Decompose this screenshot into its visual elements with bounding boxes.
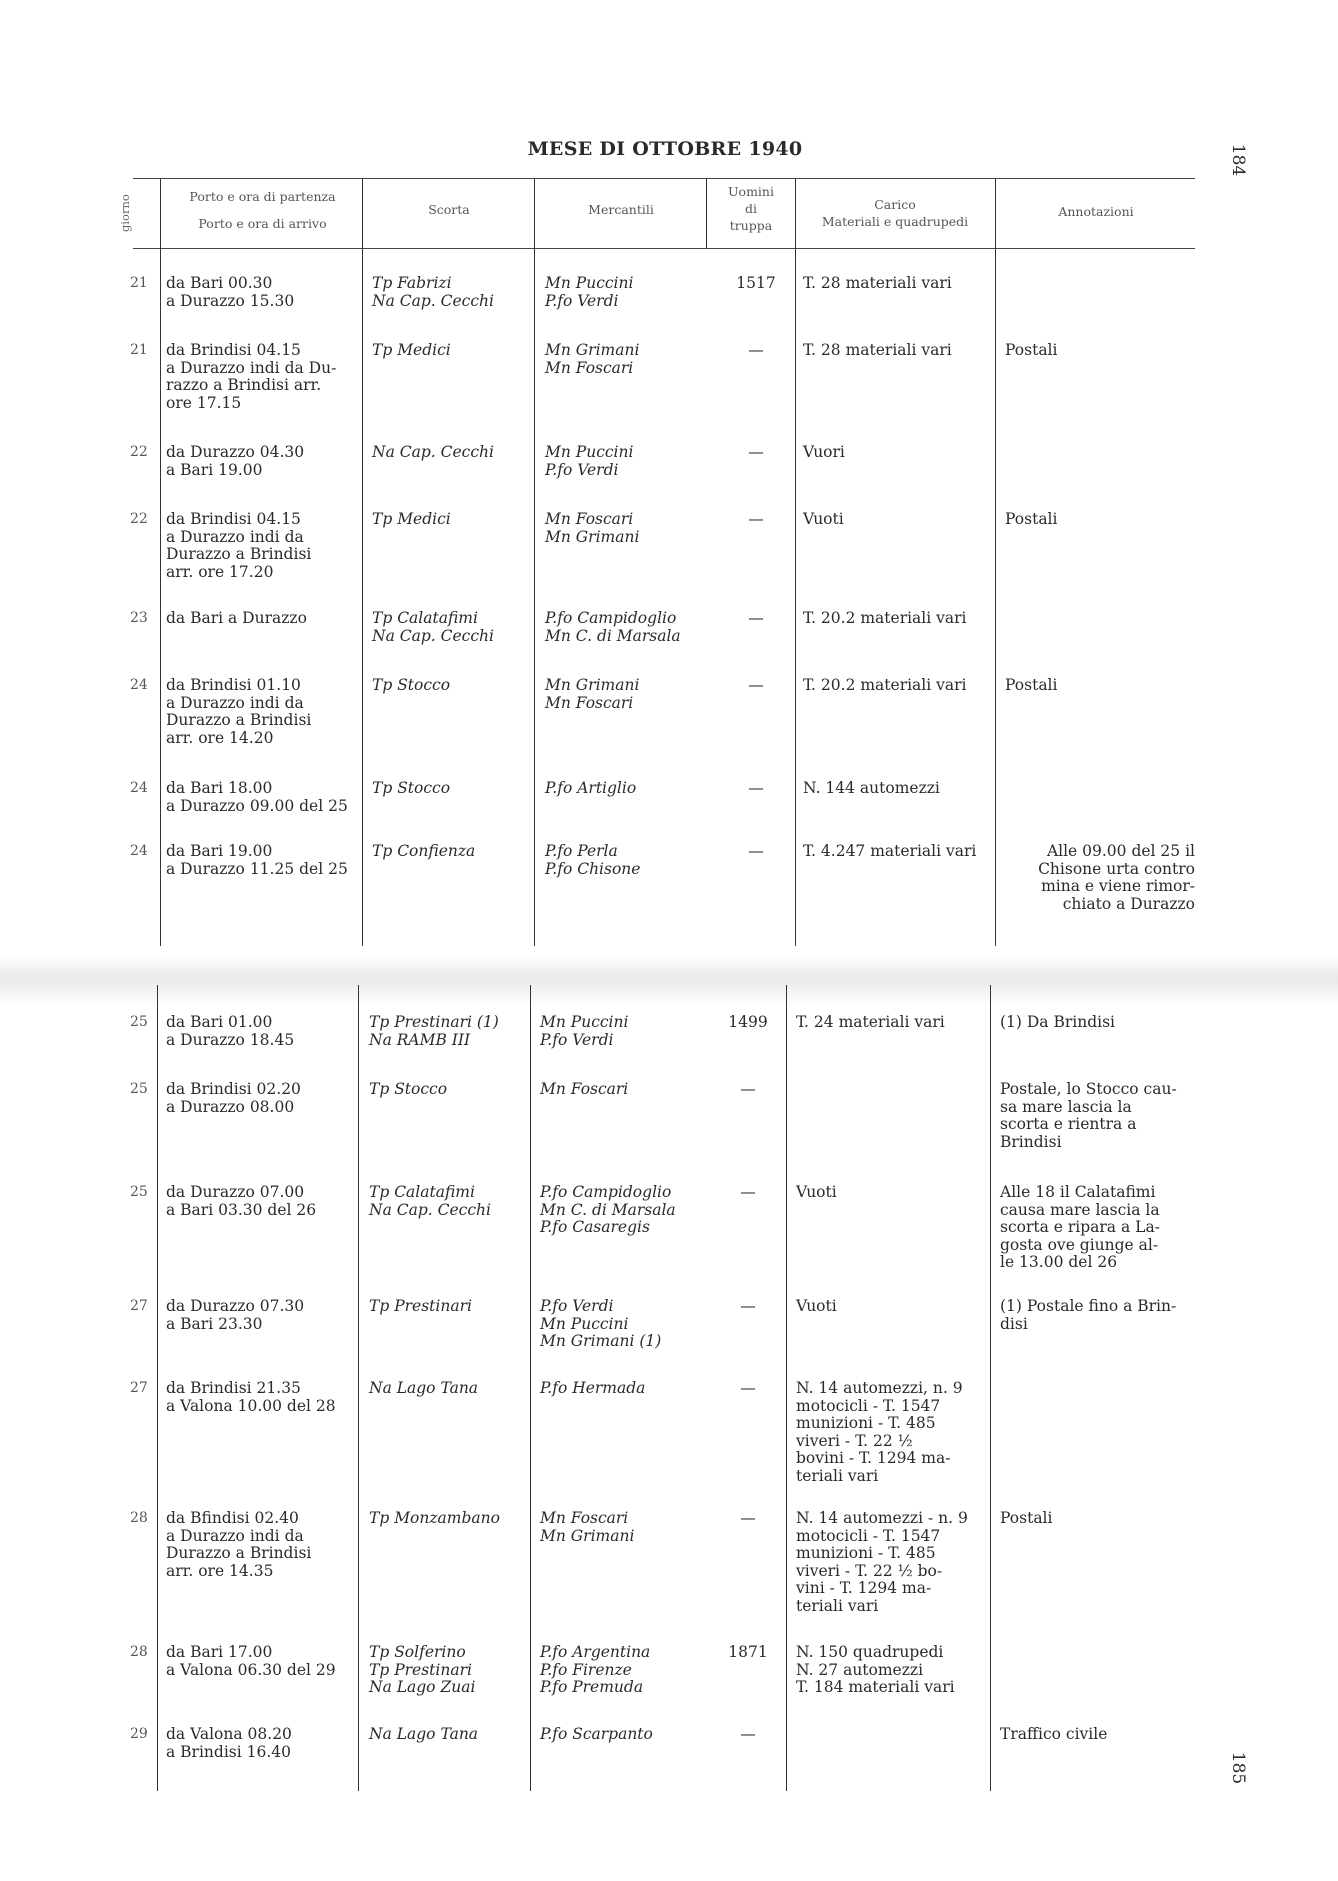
cell-uomini: — [748, 341, 764, 359]
cell-porto: da Brindisi 02.20 a Durazzo 08.00 [166, 1080, 301, 1116]
cell-uomini: — [748, 842, 764, 860]
cell-porto: da Durazzo 07.00 a Bari 03.30 del 26 [166, 1183, 317, 1219]
col-divider [157, 985, 158, 1791]
cell-day: 24 [130, 677, 148, 693]
cell-mercantili: P.fo Scarpanto [540, 1725, 653, 1743]
page-title: MESE DI OTTOBRE 1940 [527, 138, 803, 160]
cell-scorta: Tp Stocco [369, 1080, 448, 1098]
cell-scorta: Tp Prestinari (1) Na RAMB III [369, 1013, 499, 1049]
cell-carico: T. 20.2 materiali vari [803, 609, 967, 627]
cell-scorta: Na Cap. Cecchi [372, 443, 494, 461]
col-divider [795, 178, 796, 946]
cell-day: 28 [130, 1644, 148, 1660]
cell-uomini: 1871 [728, 1643, 768, 1661]
cell-uomini: — [740, 1080, 756, 1098]
cell-uomini: — [740, 1379, 756, 1397]
cell-annotazioni: Postale, lo Stocco cau- sa mare lascia la scorta e rientra a Brindisi [1000, 1080, 1177, 1151]
cell-carico: T. 28 materiali vari [803, 341, 952, 359]
page-number-top: 184 [1228, 143, 1249, 177]
cell-scorta: Tp Fabrizi Na Cap. Cecchi [372, 274, 494, 310]
cell-mercantili: Mn Puccini P.fo Verdi [540, 1013, 629, 1049]
cell-scorta: Tp Stocco [372, 779, 451, 797]
cell-annotazioni: (1) Da Brindisi [1000, 1013, 1116, 1031]
cell-day: 29 [130, 1726, 148, 1742]
col-divider [786, 985, 787, 1791]
cell-annotazioni: Postali [1005, 676, 1058, 694]
col-divider [530, 985, 531, 1791]
cell-uomini: — [740, 1183, 756, 1201]
cell-scorta: Tp Monzambano [369, 1509, 500, 1527]
cell-scorta: Tp Medici [372, 341, 451, 359]
cell-annotazioni: (1) Postale fino a Brin- disi [1000, 1297, 1177, 1333]
cell-porto: da Valona 08.20 a Brindisi 16.40 [166, 1725, 292, 1761]
table-top-rule [133, 178, 1195, 179]
cell-carico: N. 150 quadrupedi N. 27 automezzi T. 184 materiali vari [796, 1643, 955, 1696]
cell-mercantili: Mn Grimani Mn Foscari [545, 341, 640, 377]
cell-mercantili: Mn Puccini P.fo Verdi [545, 443, 634, 479]
cell-uomini: — [740, 1725, 756, 1743]
cell-carico: T. 4.247 materiali vari [803, 842, 977, 860]
cell-porto: da Durazzo 04.30 a Bari 19.00 [166, 443, 305, 479]
cell-annotazioni: Alle 18 il Calatafimi causa mare lascia la scorta e ripara a La- gosta ove giunge al- le 13.00 del 26 [1000, 1183, 1160, 1271]
cell-annotazioni: Alle 09.00 del 25 il Chisone urta contro mina e viene rimor- chiato a Durazzo [1038, 842, 1195, 913]
cell-scorta: Tp Prestinari [369, 1297, 472, 1315]
cell-porto: da Brindisi 04.15 a Durazzo indi da Du- razzo a Brindisi arr. ore 17.15 [166, 341, 337, 412]
col-divider [995, 178, 996, 946]
cell-day: 21 [130, 275, 148, 291]
header-annotazioni: Annotazioni [1058, 204, 1134, 219]
cell-scorta: Tp Calatafimi Na Cap. Cecchi [369, 1183, 491, 1219]
cell-day: 24 [130, 843, 148, 859]
cell-day: 21 [130, 342, 148, 358]
cell-mercantili: Mn Foscari [540, 1080, 629, 1098]
cell-porto: da Brindisi 01.10 a Durazzo indi da Durazzo a Brindisi arr. ore 14.20 [166, 676, 312, 747]
page-gutter-shadow [0, 955, 1338, 1005]
cell-day: 22 [130, 511, 148, 527]
page-number-bottom: 185 [1228, 1751, 1249, 1785]
cell-scorta: Tp Solferino Tp Prestinari Na Lago Zuai [369, 1643, 476, 1696]
cell-annotazioni: Postali [1000, 1509, 1053, 1527]
cell-scorta: Tp Confienza [372, 842, 476, 860]
cell-carico: Vuoti [796, 1297, 837, 1315]
cell-annotazioni: Postali [1005, 510, 1058, 528]
cell-mercantili: P.fo Verdi Mn Puccini Mn Grimani (1) [540, 1297, 662, 1350]
col-divider [362, 178, 363, 946]
col-divider [534, 178, 535, 946]
cell-porto: da Bari 19.00 a Durazzo 11.25 del 25 [166, 842, 348, 878]
cell-mercantili: P.fo Campidoglio Mn C. di Marsala [545, 609, 681, 645]
cell-carico: T. 24 materiali vari [796, 1013, 945, 1031]
cell-uomini: — [748, 779, 764, 797]
cell-day: 23 [130, 610, 148, 626]
cell-scorta: Na Lago Tana [369, 1379, 479, 1397]
cell-carico: N. 14 automezzi - n. 9 motocicli - T. 1547 munizioni - T. 485 viveri - T. 22 ½ bo- vini - T. 1294 ma- teriali vari [796, 1509, 968, 1615]
cell-mercantili: Mn Foscari Mn Grimani [540, 1509, 635, 1545]
header-bottom-rule [133, 248, 1195, 249]
cell-uomini: — [748, 609, 764, 627]
cell-day: 27 [130, 1380, 148, 1396]
cell-mercantili: P.fo Perla P.fo Chisone [545, 842, 641, 878]
header-porto-arrivo: Porto e ora di arrivo [198, 216, 327, 231]
cell-carico: T. 20.2 materiali vari [803, 676, 967, 694]
cell-day: 25 [130, 1014, 148, 1030]
cell-carico: Vuoti [803, 510, 844, 528]
cell-mercantili: P.fo Hermada [540, 1379, 646, 1397]
cell-day: 27 [130, 1298, 148, 1314]
cell-carico: Vuori [803, 443, 845, 461]
col-divider [706, 178, 707, 248]
cell-uomini: — [748, 676, 764, 694]
cell-day: 22 [130, 444, 148, 460]
header-scorta: Scorta [428, 202, 470, 217]
cell-uomini: 1499 [728, 1013, 768, 1031]
cell-carico: Vuoti [796, 1183, 837, 1201]
col-divider [160, 178, 161, 946]
cell-porto: da Durazzo 07.30 a Bari 23.30 [166, 1297, 305, 1333]
cell-mercantili: P.fo Artiglio [545, 779, 637, 797]
cell-uomini: — [740, 1297, 756, 1315]
cell-mercantili: Mn Puccini P.fo Verdi [545, 274, 634, 310]
cell-annotazioni: Traffico civile [1000, 1725, 1108, 1743]
header-carico: Carico Materiali e quadrupedi [821, 197, 969, 229]
cell-scorta: Tp Medici [372, 510, 451, 528]
cell-porto: da Bfindisi 02.40 a Durazzo indi da Durazzo a Brindisi arr. ore 14.35 [166, 1509, 312, 1580]
cell-uomini: — [748, 510, 764, 528]
cell-porto: da Bari 18.00 a Durazzo 09.00 del 25 [166, 779, 348, 815]
cell-carico: T. 28 materiali vari [803, 274, 952, 292]
cell-day: 28 [130, 1510, 148, 1526]
cell-carico: N. 144 automezzi [803, 779, 940, 797]
cell-mercantili: P.fo Argentina P.fo Firenze P.fo Premuda [540, 1643, 651, 1696]
cell-scorta: Tp Stocco [372, 676, 451, 694]
cell-scorta: Tp Calatafimi Na Cap. Cecchi [372, 609, 494, 645]
cell-mercantili: Mn Foscari Mn Grimani [545, 510, 640, 546]
cell-uomini: — [748, 443, 764, 461]
header-mercantili: Mercantili [588, 202, 654, 217]
cell-scorta: Na Lago Tana [369, 1725, 479, 1743]
cell-porto: da Bari 17.00 a Valona 06.30 del 29 [166, 1643, 336, 1679]
cell-uomini: 1517 [736, 274, 776, 292]
header-uomini: Uomini di truppa [728, 184, 774, 233]
cell-day: 25 [130, 1081, 148, 1097]
header-porto-partenza: Porto e ora di partenza [189, 189, 336, 204]
cell-annotazioni: Postali [1005, 341, 1058, 359]
cell-day: 24 [130, 780, 148, 796]
cell-day: 25 [130, 1184, 148, 1200]
cell-mercantili: Mn Grimani Mn Foscari [545, 676, 640, 712]
cell-porto: da Brindisi 21.35 a Valona 10.00 del 28 [166, 1379, 336, 1415]
cell-uomini: — [740, 1509, 756, 1527]
cell-porto: da Bari 00.30 a Durazzo 15.30 [166, 274, 295, 310]
col-divider [358, 985, 359, 1791]
cell-carico: N. 14 automezzi, n. 9 motocicli - T. 1547 munizioni - T. 485 viveri - T. 22 ½ bovini - T. 1294 ma- teriali vari [796, 1379, 963, 1485]
cell-porto: da Brindisi 04.15 a Durazzo indi da Durazzo a Brindisi arr. ore 17.20 [166, 510, 312, 581]
cell-mercantili: P.fo Campidoglio Mn C. di Marsala P.fo Casaregis [540, 1183, 676, 1236]
cell-porto: da Bari a Durazzo [166, 609, 307, 627]
header-giorno: giorno [118, 194, 132, 232]
cell-porto: da Bari 01.00 a Durazzo 18.45 [166, 1013, 295, 1049]
